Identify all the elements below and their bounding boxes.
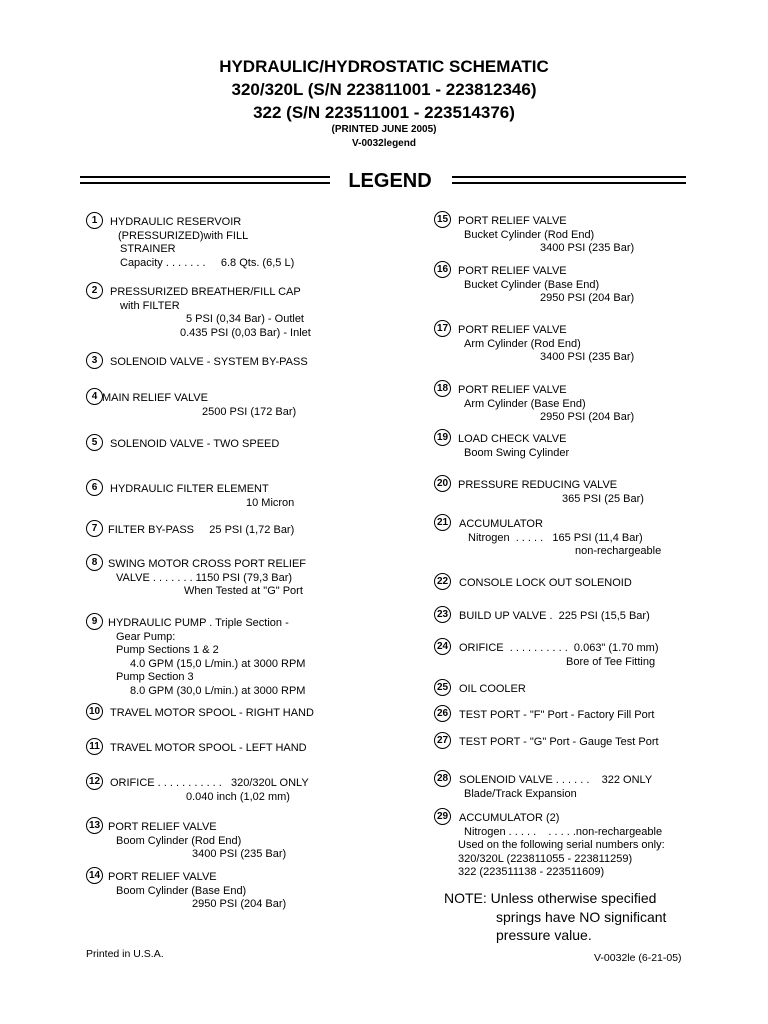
legend-item-title: ACCUMULATOR (2)	[459, 812, 560, 824]
model-line-322: 322 (S/N 223511001 - 223514376)	[253, 103, 515, 122]
legend-item-title: PRESSURE REDUCING VALVE	[458, 479, 618, 491]
legend-number-badge: 11	[86, 738, 103, 755]
document-code: V-0032legend	[352, 138, 416, 149]
legend-item-detail: Used on the following serial numbers only:	[458, 839, 665, 852]
legend-item-title: PORT RELIEF VALVE	[458, 215, 567, 227]
printed-in-usa: Printed in U.S.A.	[86, 948, 164, 960]
legend-item-detail: 322 (223511138 - 223511609)	[458, 866, 605, 879]
legend-number-badge: 20	[434, 475, 451, 492]
legend-item-detail: Pump Sections 1 & 2	[116, 644, 219, 657]
legend-item-title: PORT RELIEF VALVE	[108, 871, 217, 883]
legend-item-detail: 4.0 GPM (15,0 L/min.) at 3000 RPM	[130, 657, 306, 670]
legend-item-detail: 365 PSI (25 Bar)	[562, 492, 644, 505]
legend-item-title: BUILD UP VALVE . 225 PSI (15,5 Bar)	[459, 610, 650, 622]
legend-item-detail: Boom Cylinder (Base End)	[116, 884, 247, 897]
legend-number-badge: 23	[434, 606, 451, 623]
legend-item-detail: 10 Micron	[246, 496, 295, 509]
legend-item-detail: When Tested at "G" Port	[184, 585, 303, 598]
schematic-title: HYDRAULIC/HYDROSTATIC SCHEMATIC	[219, 57, 549, 76]
legend-number-badge: 9	[86, 613, 103, 630]
legend-item-detail: 0.040 inch (1,02 mm)	[186, 790, 290, 803]
legend-number-badge: 29	[434, 808, 451, 825]
legend-item-detail: VALVE . . . . . . . 1150 PSI (79,3 Bar)	[116, 571, 293, 584]
legend-rule-right-bottom	[452, 182, 686, 184]
legend-title: LEGEND	[348, 170, 432, 192]
legend-item-detail: Pump Section 3	[116, 671, 194, 684]
legend-number-badge: 21	[434, 514, 451, 531]
legend-item-title: PORT RELIEF VALVE	[458, 384, 567, 396]
legend-number-badge: 28	[434, 770, 451, 787]
legend-item-title: SOLENOID VALVE . . . . . . 322 ONLY	[459, 774, 653, 786]
legend-number-badge: 15	[434, 211, 451, 228]
legend-item-detail: Boom Swing Cylinder	[464, 446, 570, 459]
legend-item-title: SOLENOID VALVE - SYSTEM BY-PASS	[110, 356, 308, 368]
legend-number-badge: 7	[86, 520, 103, 537]
legend-item-detail: 3400 PSI (235 Bar)	[540, 242, 635, 255]
legend-item-detail: (PRESSURIZED)with FILL	[118, 229, 249, 242]
legend-item-title: SOLENOID VALVE - TWO SPEED	[110, 438, 280, 450]
legend-item-detail: Bucket Cylinder (Base End)	[464, 278, 600, 291]
legend-item-detail: Nitrogen . . . . . . . . . .non-rechargeable	[464, 825, 663, 838]
legend-number-badge: 6	[86, 479, 103, 496]
printed-date: (PRINTED JUNE 2005)	[331, 124, 437, 135]
legend-item-title: TRAVEL MOTOR SPOOL - LEFT HAND	[110, 742, 307, 754]
note	[444, 889, 666, 945]
legend-item-title: TEST PORT - "G" Port - Gauge Test Port	[459, 736, 659, 748]
legend-item-title: ORIFICE . . . . . . . . . . . 320/320L ONLY	[110, 777, 309, 789]
note-line: pressure value.	[496, 927, 592, 943]
model-line-320: 320/320L (S/N 223811001 - 223812346)	[231, 80, 537, 99]
legend-number-badge: 24	[434, 638, 451, 655]
legend-item-title: TRAVEL MOTOR SPOOL - RIGHT HAND	[110, 707, 314, 719]
legend-number-badge: 8	[86, 554, 103, 571]
legend-number-badge: 18	[434, 380, 451, 397]
legend-number-badge: 16	[434, 261, 451, 278]
legend-item-detail: 2950 PSI (204 Bar)	[540, 411, 635, 424]
legend-item-title: PORT RELIEF VALVE	[458, 324, 567, 336]
legend-item-detail: 8.0 GPM (30,0 L/min.) at 3000 RPM	[130, 685, 306, 697]
legend-item-detail: Bucket Cylinder (Rod End)	[464, 228, 595, 241]
legend-rule-right-top	[452, 176, 686, 178]
legend-number-badge: 2	[86, 282, 103, 299]
legend-item-detail: with FILTER	[120, 299, 180, 312]
legend-item-title: SWING MOTOR CROSS PORT RELIEF	[108, 558, 307, 570]
legend-item-title: PORT RELIEF VALVE	[108, 821, 217, 833]
legend-number-badge: 3	[86, 352, 103, 369]
legend-item-title: TEST PORT - "F" Port - Factory Fill Port	[459, 709, 655, 721]
legend-item-title: HYDRAULIC PUMP . Triple Section -	[108, 617, 289, 629]
legend-item-detail: Arm Cylinder (Base End)	[464, 397, 586, 410]
note-line: NOTE: Unless otherwise specified	[444, 890, 657, 906]
legend-item-detail: 320/320L (223811055 - 223811259)	[458, 852, 633, 865]
legend-item-title: FILTER BY-PASS 25 PSI (1,72 Bar)	[108, 524, 295, 536]
note-line: springs have NO significant	[496, 908, 667, 925]
legend-item-detail: Bore of Tee Fitting	[566, 655, 656, 668]
legend-rule-left-top	[80, 176, 330, 178]
legend-item-title: ACCUMULATOR	[459, 518, 543, 530]
legend-number-badge: 13	[86, 817, 103, 834]
legend-number-badge: 19	[434, 429, 451, 446]
legend-item-detail: 3400 PSI (235 Bar)	[540, 351, 635, 364]
legend-item-title: CONSOLE LOCK OUT SOLENOID	[459, 577, 632, 589]
legend-item-detail: Boom Cylinder (Rod End)	[116, 834, 242, 847]
legend-item-detail: STRAINER	[120, 243, 176, 256]
legend-number-badge: 5	[86, 434, 103, 451]
legend-number-badge: 4	[86, 388, 103, 405]
footer-code: V-0032le (6-21-05)	[594, 952, 682, 964]
legend-item-detail: 3400 PSI (235 Bar)	[192, 848, 287, 861]
legend-number-badge: 12	[86, 773, 103, 790]
legend-item-detail: 2500 PSI (172 Bar)	[202, 405, 297, 418]
legend-number-badge: 17	[434, 320, 451, 337]
legend-item-detail: 2950 PSI (204 Bar)	[192, 898, 287, 911]
legend-item-title: PORT RELIEF VALVE	[458, 265, 567, 277]
legend-number-badge: 22	[434, 573, 451, 590]
legend-item-detail: 2950 PSI (204 Bar)	[540, 292, 635, 305]
legend-item-detail: 0.435 PSI (0,03 Bar) - Inlet	[180, 326, 311, 339]
legend-item-title: HYDRAULIC RESERVOIR	[110, 216, 242, 228]
legend-item-detail: Gear Pump:	[116, 630, 176, 643]
legend-item-title: OIL COOLER	[459, 683, 526, 695]
legend-number-badge: 25	[434, 679, 451, 696]
legend-item-detail: Arm Cylinder (Rod End)	[464, 337, 581, 350]
legend-number-badge: 26	[434, 705, 451, 722]
legend-item-title: PRESSURIZED BREATHER/FILL CAP	[110, 286, 301, 298]
legend-item-detail: Nitrogen . . . . . 165 PSI (11,4 Bar)	[468, 531, 643, 544]
legend-number-badge: 10	[86, 703, 103, 720]
legend-item-detail: non-rechargeable	[575, 545, 662, 558]
legend-item-detail: Blade/Track Expansion	[464, 787, 577, 800]
legend-item-title: ORIFICE . . . . . . . . . . 0.063" (1.70 mm)	[459, 642, 659, 654]
legend-item-title: HYDRAULIC FILTER ELEMENT	[110, 483, 269, 495]
legend-rule-left-bottom	[80, 182, 330, 184]
legend-number-badge: 1	[86, 212, 103, 229]
legend-item-title: LOAD CHECK VALVE	[458, 433, 567, 445]
legend-item-detail: Capacity . . . . . . . 6.8 Qts. (6,5 L)	[120, 256, 295, 269]
legend-number-badge: 14	[86, 867, 103, 884]
legend-number-badge: 27	[434, 732, 451, 749]
legend-item-title: MAIN RELIEF VALVE	[102, 392, 208, 404]
legend-item-detail: 5 PSI (0,34 Bar) - Outlet	[186, 313, 304, 326]
